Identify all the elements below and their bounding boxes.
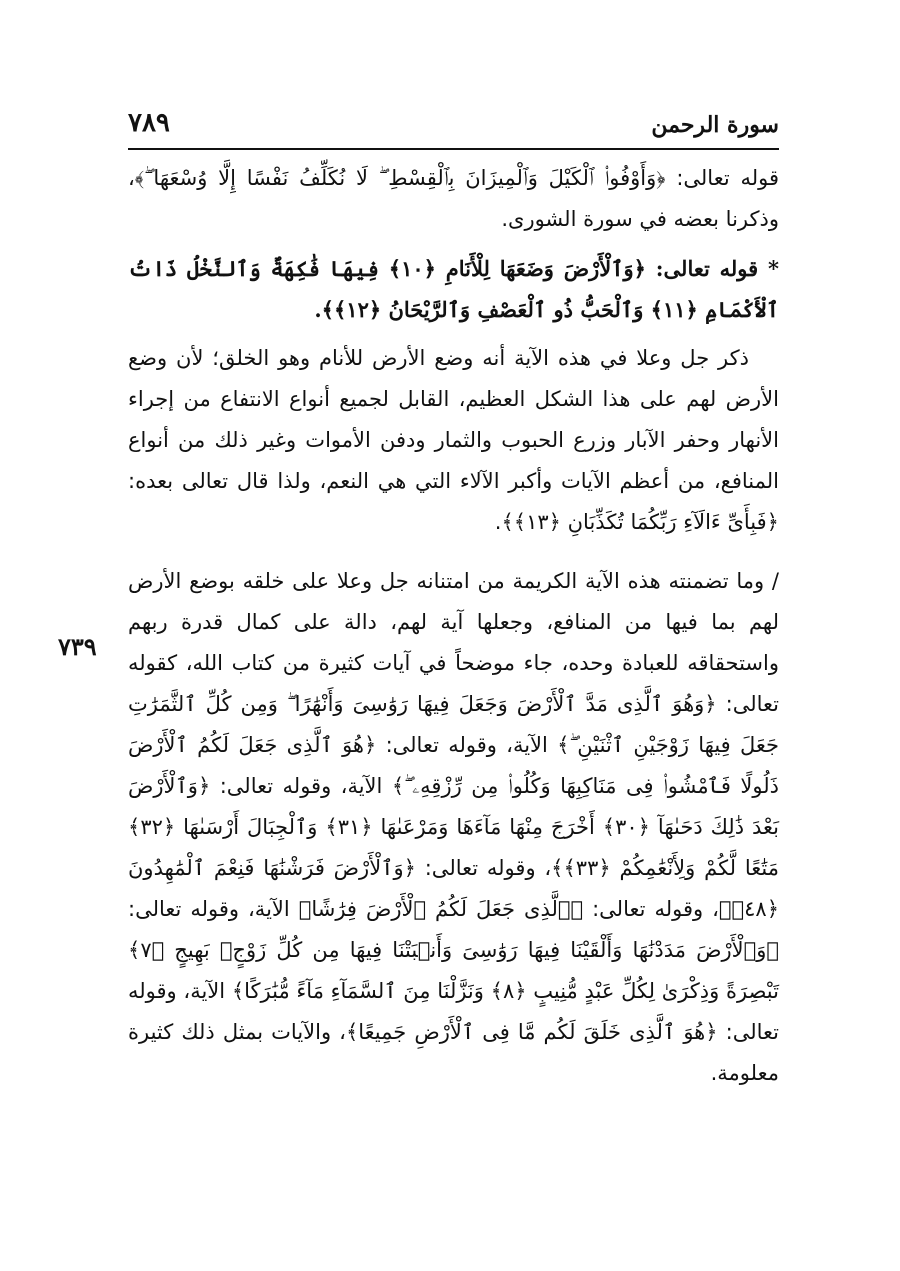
surah-title: سورة الرحمن [651, 112, 779, 138]
paragraph-supporting-verses: / وما تضمنته هذه الآية الكريمة من امتنانه جل وعلا على خلقه بوضع الأرض لهم بما فيها من المنافع، وجعلها آية لهم، دالة على كمال قدرة ربهم واستحقاقه للعبادة وحده، جاء موضحاً في آيات كثيرة من كتاب الله، كقوله تعالى: ﴿وَهُوَ ٱلَّذِى مَدَّ ٱلْأَرْضَ وَجَعَلَ فِيهَا رَوَٰسِىَ وَأَنْهَٰرًا ۖ وَمِن كُلِّ ٱلثَّمَرَٰتِ جَعَلَ فِيهَا زَوْجَيْنِ ٱثْنَيْنِ ۖ﴾ الآية، وقوله تعالى: ﴿هُوَ ٱلَّذِى جَعَلَ لَكُمُ ٱلْأَرْضَ ذَلُولًا فَٱمْشُوا۟ فِى مَنَاكِبِهَا وَكُلُوا۟ مِن رِّزْقِهِۦ ۖ﴾ الآية، وقوله تعالى: ﴿وَٱلْأَرْضَ بَعْدَ ذَٰلِكَ دَحَىٰهَآ ﴿٣٠﴾ أَخْرَجَ مِنْهَا مَآءَهَا وَمَرْعَىٰهَا ﴿٣١﴾ وَٱلْجِبَالَ أَرْسَىٰهَا ﴿٣٢﴾ مَتَٰعًا لَّكُمْ وَلِأَنْعَٰمِكُمْ ﴿٣٣﴾﴾، وقوله تعالى: ﴿وَٱلْأَرْضَ فَرَشْنَٰهَا فَنِعْمَ ٱلْمَٰهِدُونَ ﴿٤٨﴾﴾، وقوله تعالى: ﴿ٱلَّذِى جَعَلَ لَكُمُ ٱلْأَرْضَ فِرَٰشًا﴾ الآية، وقوله تعالى: ﴿وَٱلْأَرْضَ مَدَدْنَٰهَا وَأَلْقَيْنَا فِيهَا رَوَٰسِىَ وَأَنۢبَتْنَا فِيهَا مِن كُلِّ زَوْجٍۭ بَهِيجٍ ﴿٧﴾ تَبْصِرَةً وَذِكْرَىٰ لِكُلِّ عَبْدٍ مُّنِيبٍ ﴿٨﴾ وَنَزَّلْنَا مِنَ ٱلسَّمَآءِ مَآءً مُّبَٰرَكًا﴾ الآية، وقوله تعالى: ﴿هُوَ ٱلَّذِى خَلَقَ لَكُم مَّا فِى ٱلْأَرْضِ جَمِيعًا﴾، والآيات بمثل ذلك كثيرة معلومة. [128, 569, 779, 1085]
header-divider [128, 148, 779, 150]
margin-page-reference: ٧٣٩ [58, 632, 97, 661]
page-body [128, 158, 779, 1094]
paragraph-kayl-verse: قوله تعالى: ﴿وَأَوْفُوا۟ ٱلْكَيْلَ وَٱلْمِيزَانَ بِٱلْقِسْطِ ۖ لَا نُكَلِّفُ نَفْسًا إِلَّا وُسْعَهَا ۖ﴾، وذكرنا بعضه في سورة الشورى. [128, 166, 779, 231]
page-number: ٧٨٩ [128, 108, 170, 138]
page-header [128, 108, 779, 148]
paragraph-explanation: ذكر جل وعلا في هذه الآية أنه وضع الأرض للأنام وهو الخلق؛ لأن وضع الأرض لهم على هذا الشكل العظيم، القابل لجميع أنواع الانتفاع من إجراء الأنهار وحفر الآبار وزرع الحبوب والثمار ودفن الأموات وغير ذلك من أنواع المنافع، من أعظم الآيات وأكبر الآلاء التي هي النعم، ولذا قال تعالى بعده: ﴿فَبِأَىِّ ءَالَآءِ رَبِّكُمَا تُكَذِّبَانِ ﴿١٣﴾﴾. [128, 346, 779, 534]
paragraph-verse-heading: * قوله تعالى: ﴿وَٱلْأَرْضَ وَضَعَهَا لِلْأَنَامِ ﴿١٠﴾ فِيهَا فَٰكِهَةٌ وَٱلنَّخْلُ ذَاتُ ٱلْأَكْمَامِ ﴿١١﴾ وَٱلْحَبُّ ذُو ٱلْعَصْفِ وَٱلرَّيْحَانُ ﴿١٢﴾﴾. [128, 256, 779, 322]
